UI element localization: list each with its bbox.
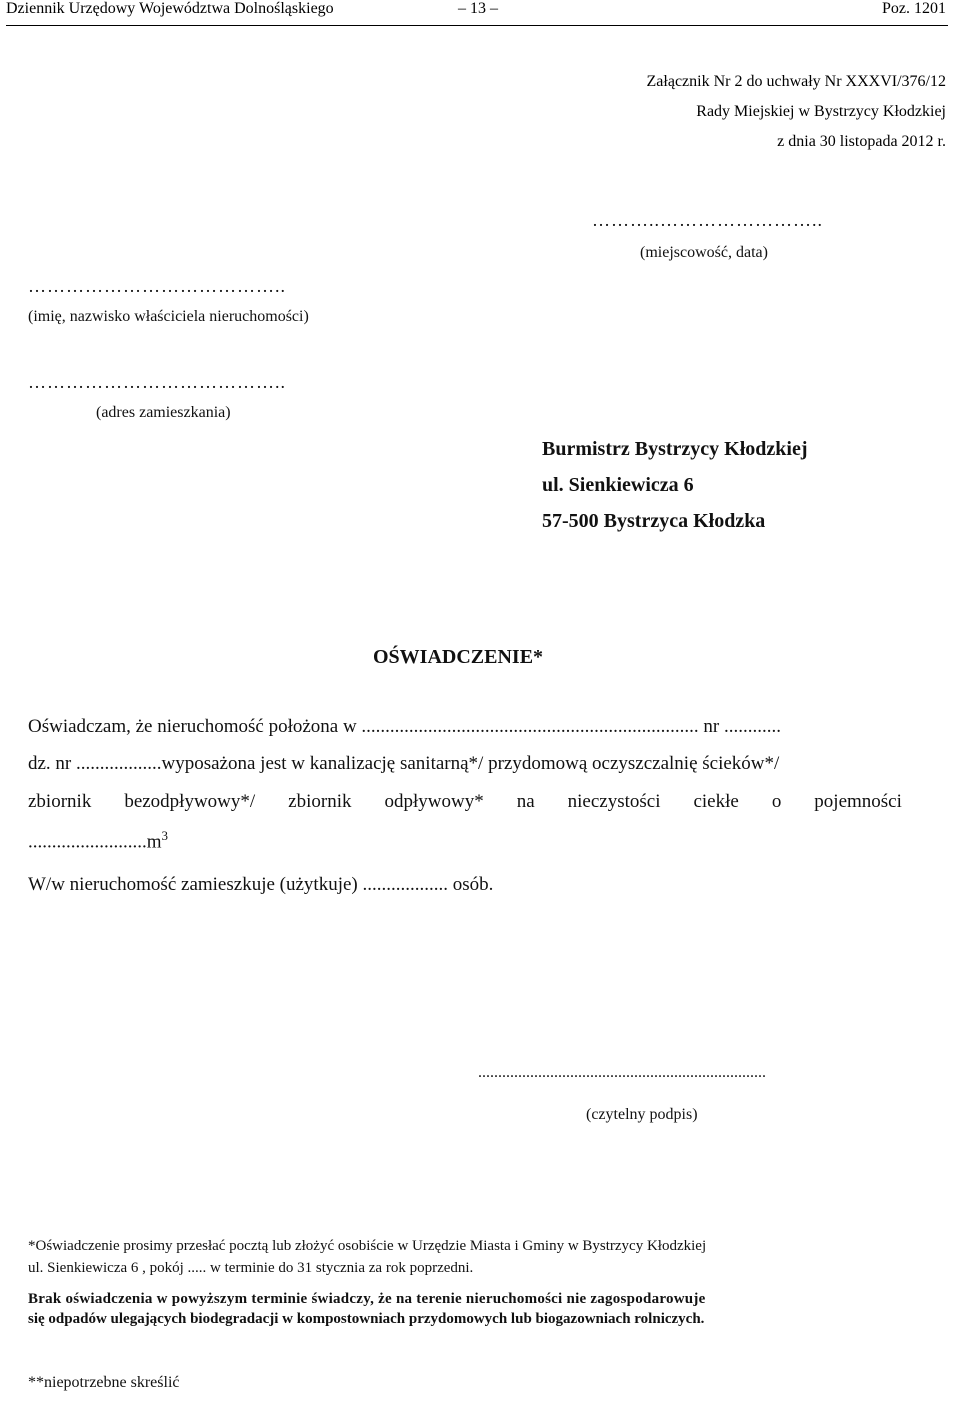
place-date-field: ………..…………………….. (592, 210, 823, 230)
attachment-line-2: Rady Miejskiej w Bystrzycy Kłodzkiej (696, 103, 946, 120)
body-word: odpływowy* (384, 791, 484, 812)
recipient-name: Burmistrz Bystrzycy Kłodzkiej (542, 438, 808, 460)
owner-name-field: ………………………………….. (28, 276, 286, 296)
note-line-3: Brak oświadczenia w powyższym terminie świadczy, że na terenie nieruchomości nie zagospodarowuje (28, 1291, 706, 1307)
body-line-4 (28, 828, 902, 853)
note-line-1: *Oświadczenie prosimy przesłać pocztą lub złożyć osobiście w Urzędzie Miasta i Gminy w Bystrzycy Kłodzkiej (28, 1238, 707, 1254)
body-word: zbiornik (288, 791, 352, 812)
body-word: bezodpływowy*/ (124, 791, 256, 812)
signature-field: ........................................................................ (478, 1064, 766, 1081)
recipient-city: 57-500 Bystrzyca Kłodzka (542, 510, 766, 532)
attachment-line-3: z dnia 30 listopada 2012 r. (777, 133, 946, 150)
signature-caption: (czytelny podpis) (586, 1106, 698, 1123)
journal-title: Dziennik Urzędowy Województwa Dolnośląskiego (6, 0, 334, 17)
declaration-form (18, 158, 960, 1412)
recipient-street: ul. Sienkiewicza 6 (542, 474, 694, 496)
note-line-4: się odpadów ulegających biodegradacji w kompostowniach przydomowych lub biogazowniach rolniczych. (28, 1311, 705, 1327)
body-line-5: W/w nieruchomość zamieszkuje (użytkuje) .................. osób. (28, 874, 494, 895)
header-divider (6, 25, 948, 26)
body-word: pojemności (814, 791, 902, 812)
body-word: zbiornik (28, 791, 92, 812)
form-title: OŚWIADCZENIE* (373, 646, 544, 668)
capacity-field: .........................m (28, 831, 162, 853)
body-line-1: Oświadczam, że nieruchomość położona w ....................................................................... nr ............ (28, 716, 782, 737)
body-line-3 (28, 791, 902, 813)
place-date-caption: (miejscowość, data) (640, 244, 768, 261)
body-word: nieczystości (567, 791, 661, 812)
owner-name-caption: (imię, nazwisko właściciela nieruchomości) (28, 308, 309, 325)
note-footnote: **niepotrzebne skreślić (28, 1374, 180, 1391)
body-line-2: dz. nr ..................wyposażona jest w kanalizację sanitarną*/ przydomową oczyszczalnię ścieków*/ (28, 753, 780, 774)
body-word: na (516, 791, 535, 812)
unit-exponent: 3 (161, 828, 169, 843)
page-number: – 13 – (458, 0, 498, 17)
position-number: Poz. 1201 (882, 0, 946, 17)
address-caption: (adres zamieszkania) (96, 404, 231, 421)
body-word: o (771, 791, 782, 812)
note-line-2: ul. Sienkiewicza 6 , pokój ..... w terminie do 31 stycznia za rok poprzedni. (28, 1260, 474, 1276)
body-word: ciekłe (693, 791, 739, 812)
attachment-line-1: Załącznik Nr 2 do uchwały Nr XXXVI/376/12 (646, 73, 946, 90)
address-field: ………………………………….. (28, 372, 286, 392)
